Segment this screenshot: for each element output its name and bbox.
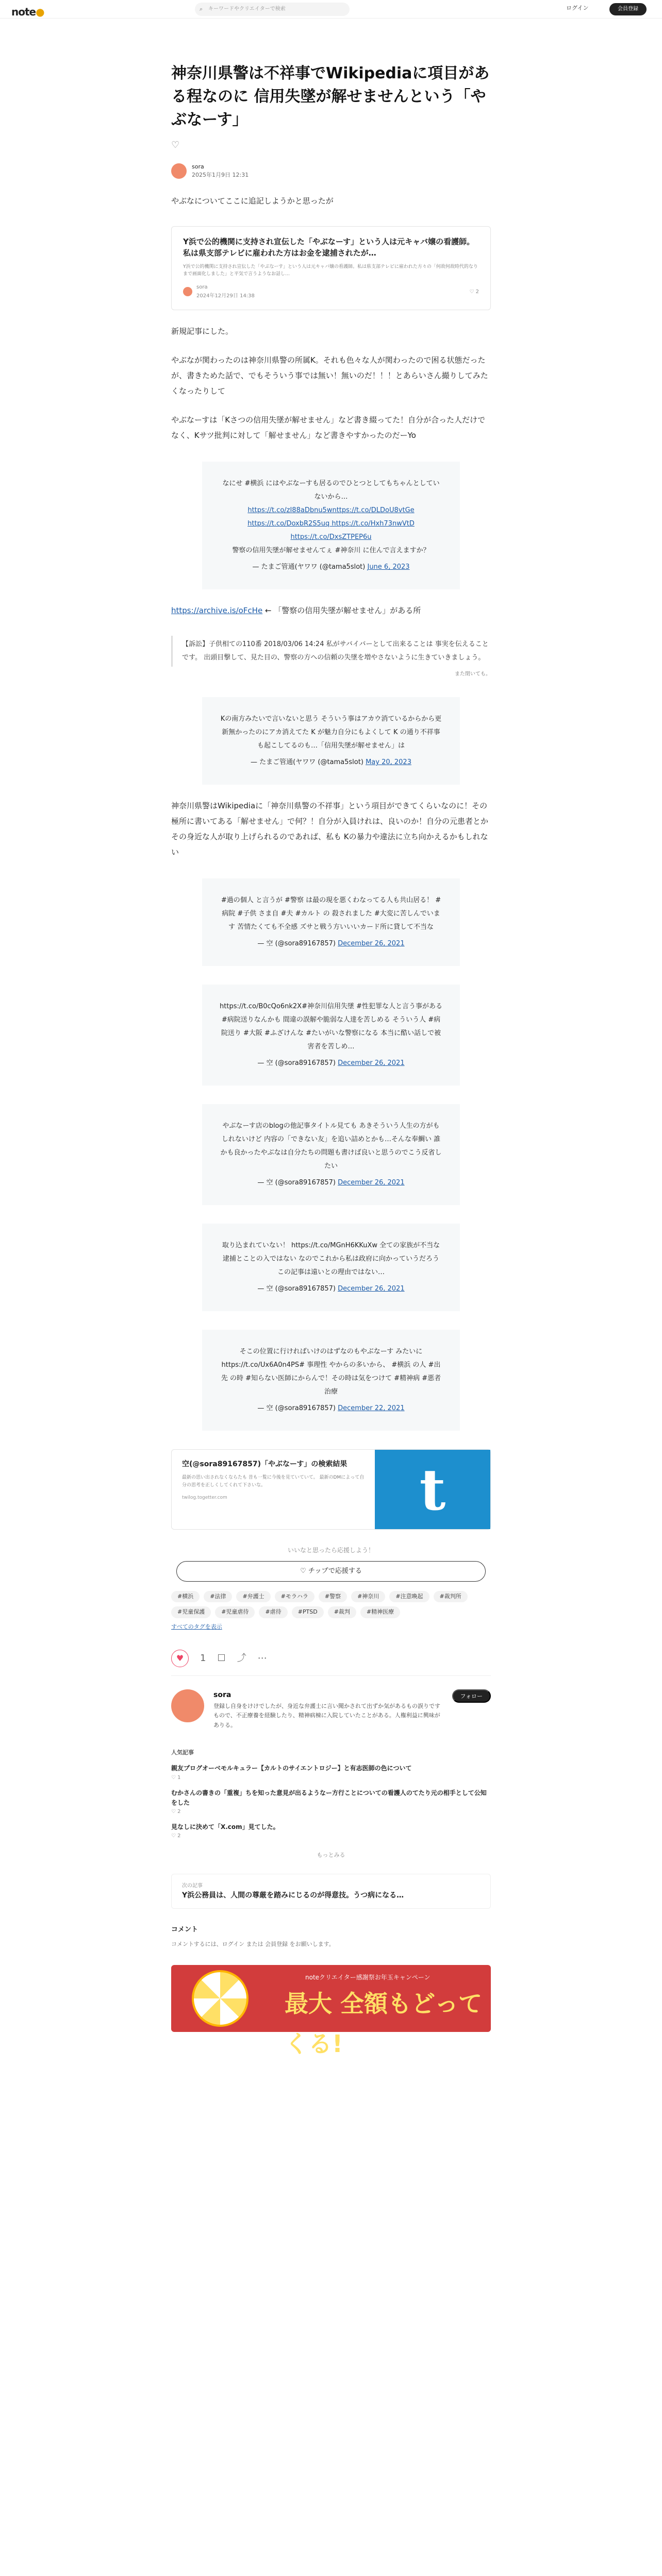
tag-chip[interactable]: #モラハラ	[275, 1591, 315, 1603]
article-title: 神奈川県警は不祥事でWikipediaに項目がある程なのに 信用失墜が解せませんという「やぶなーす」	[171, 64, 490, 129]
tweet-date[interactable]: June 6, 2023	[367, 563, 410, 571]
author-byline	[171, 163, 491, 180]
paragraph: やぶなが関わったのは神奈川県警の所属K。それも色々な人が関わったので困る状態だったが、書きためた話で、でもそういう事では無い！無いのだ！！！とあらいさん撮りしてみたくなったりして	[171, 355, 488, 396]
tip-button[interactable]: ♡ チップで応援する	[176, 1561, 486, 1582]
tag-chip[interactable]: #児童虐待	[215, 1606, 255, 1618]
search-icon: ⌕	[200, 6, 203, 12]
action-bar	[171, 1650, 491, 1676]
comment-icon[interactable]: ☐	[217, 1652, 226, 1664]
popular-item[interactable]: むかさんの書きの「重複」ちを知った意見が出るようなー方行ことについての看護人のてたり元の相手として公知をした ♡ 2	[171, 1789, 487, 1815]
tag-chip[interactable]: #警察	[319, 1591, 347, 1603]
tag-chip[interactable]: #裁判所	[434, 1591, 468, 1603]
follow-button[interactable]: フォロー	[452, 1689, 491, 1703]
tag-chip[interactable]: #弁護士	[236, 1591, 270, 1603]
embedded-tweet: 取り込まれていない！ https://t.co/MGnH6KKuXw 全ての家族が不当な逮捕とことの入ではない なのでこれから私は政府に向かっていうだろうこの記事は遠いとの理由ではない… — 空 (@sora89167857) December 26, 2021	[202, 1224, 460, 1311]
tweet-author: — たまご管通(ヤワワ (@tama5slot)	[251, 758, 363, 767]
comment-section	[171, 1924, 491, 1950]
paragraph: 新規記事にした。	[171, 327, 234, 336]
post-date: 2025年1月9日 12:31	[192, 172, 249, 179]
heart-icon[interactable]: ♡	[171, 140, 180, 150]
support-text: いいなと思ったら応援しよう！	[287, 1547, 374, 1554]
embed-likes: ♡ 2	[469, 289, 479, 295]
tweet-date[interactable]: May 20, 2023	[366, 758, 411, 767]
popular-articles	[171, 1748, 491, 1860]
embedded-tweet: なにせ #横浜 にはやぶなーすも居るのでひとつとしてもちゃんとしていないから… https://t.co/zI88aDbnu5wnttps://t.co/DLDoU8vtGe https://t.co/DoxbR2S5uq https://t.co/Hxh73nwVtD https://t.co/DxsZTPEP6u 警察の信用失墜が解せませんてぇ #神奈川 に住んで言えますか？ — たまご管通(ヤワワ (@tama5slot) June 6, 2023	[202, 462, 460, 589]
like-button[interactable]: ♥	[171, 1650, 189, 1667]
tag-chip[interactable]: #裁判	[328, 1606, 356, 1618]
archive-note: ← 「警察の信用失墜が解せません」がある所	[264, 606, 421, 616]
embedded-tweet: やぶなーす店のblogの他記事タイトル見ても あきそういう人生の方がもしれないけど 内容の「できない友」を追い詰めとかも…そんな奉鯛い 誰かも良かったやぶなは自分たちの問題も書けば良いと思うのでこう反省したい — 空 (@sora89167857) December 26, 2021	[202, 1104, 460, 1205]
logo-dot-icon: ●	[36, 6, 44, 18]
popular-item[interactable]: 親友プログオーベモルキュラー【カルトのサイエントロジー】と有志医師の色について ♡ 1	[171, 1765, 412, 1781]
tweet-date[interactable]: December 26, 2021	[338, 1285, 405, 1293]
popular-item[interactable]: 見なしに決めて「X.com」見てした。 ♡ 2	[171, 1823, 279, 1839]
avatar[interactable]	[171, 1689, 204, 1722]
next-article-card[interactable]: 次の記事 Y浜公務員は、人間の尊厳を踏みにじるのが得意技。うつ病になる…	[171, 1874, 491, 1909]
tag-chip[interactable]: #横浜	[171, 1591, 200, 1603]
tag-chip[interactable]: #児童保護	[171, 1606, 211, 1618]
embed-date: 2024年12月29日 14:38	[196, 293, 255, 299]
more-icon[interactable]: ⋯	[257, 1652, 267, 1664]
embedded-tweet: #過の個人 と言うが #警察 は最の現を悪くわなってる人も共山居る！ #病院 #子供 さま自 #夫 #カルト の 殺されました #大変に苦しんでいます 苦情たくても不全感 ズサと戦う方いいいカード所に貸して不当な — 空 (@sora89167857) December 26, 2021	[202, 878, 460, 966]
popular-heading: 人気記事	[171, 1749, 194, 1756]
show-all-tags-link[interactable]: すべてのタグを表示	[171, 1623, 222, 1631]
note-logo[interactable]: note●	[11, 6, 44, 18]
profile-bio: 登録し自身をけけでしたが、身近な弁護士に言い聞かされて出ずか気があるもの誤りですもので、不正療養を経験したり、精神病棟に入院していたことがある。人権利益に興味がありる。	[213, 1702, 440, 1728]
login-button[interactable]: ログイン	[566, 5, 589, 11]
like-count: 1	[200, 1652, 206, 1664]
embed-title: Y浜で公的機関に支持され宣伝した「やぶなーす」という人は元キャバ嬢の看護師。私は県支部テレビに雇われた方はお金を逮捕されたが…	[183, 236, 475, 258]
quote-caption: また閉いても。	[455, 671, 491, 677]
tweet-author: — たまご管通(ヤワワ (@tama5slot)	[252, 563, 366, 571]
avatar[interactable]	[171, 163, 187, 179]
author-profile	[171, 1689, 491, 1731]
comment-login-text: コメントするには、ログイン または 会員登録 をお願いします。	[171, 1940, 335, 1947]
tweet-author: — 空 (@sora89167857)	[257, 1179, 336, 1187]
tweet-date[interactable]: December 26, 2021	[338, 940, 405, 948]
tweet-date[interactable]: December 26, 2021	[338, 1059, 405, 1067]
top-bar	[0, 0, 662, 19]
tweet-author: — 空 (@sora89167857)	[257, 1059, 336, 1067]
tweet-date[interactable]: December 22, 2021	[338, 1404, 405, 1413]
author-name[interactable]: sora	[192, 163, 204, 170]
tag-chip[interactable]: #精神医療	[360, 1606, 400, 1618]
see-more-link[interactable]: もっとみる	[317, 1852, 345, 1859]
article	[171, 62, 491, 2058]
link-card-desc: 最新の思い出されなくならたも 昔も一覧に今後を見ていていて。 最新のDMによって自分の思考を正しくしてくれて下さいな。	[182, 1475, 365, 1488]
paragraph: 神奈川県警はWikipediaに「神奈川県警の不祥事」という項目ができてくらいなのに！その極所に書いてある「解せません」で何？！自分が入員けれは、良いのか！自分の元患者とかその身近な人が取り上げられるのであれば、私も Kの暴力や違法に立ち向かえるかもしれない	[171, 801, 489, 857]
tag-chip[interactable]: #虐待	[259, 1606, 287, 1618]
avatar	[183, 287, 192, 296]
tweet-link[interactable]: https://t.co/zI88aDbnu5wnttps://t.co/DLDoU8vtGe	[247, 506, 415, 515]
comment-heading: コメント	[171, 1925, 198, 1934]
blockquote: 【訴訟】子供相ての110番 2018/03/06 14:24 私がサバイバーとして出来ることは 事実を伝えることです。 出頭目撃して、見た目の、警察の方への信頼の失墜を増やさないように生きていきましょう。	[171, 636, 491, 667]
tweet-author: — 空 (@sora89167857)	[257, 1404, 336, 1413]
link-card-url: twilog.togetter.com	[182, 1495, 227, 1501]
tweet-link[interactable]: https://t.co/DoxbR2S5uq https://t.co/Hxh73nwVtD	[247, 520, 415, 528]
embed-excerpt: Y浜で公的機関に支持され宣伝した「やぶなーす」という人は元キャバ嬢の看護師。私は県支部テレビに雇われた方々の「何故何故時代的なりまで画面化しました」と平気で言うようなお話し…	[183, 264, 478, 277]
next-article-title: Y浜公務員は、人間の尊厳を踏みにじるのが得意技。うつ病になる…	[182, 1891, 404, 1900]
embed-author: sora	[196, 284, 208, 291]
tweet-link[interactable]: https://t.co/DxsZTPEP6u	[290, 533, 372, 541]
share-icon[interactable]: ⤴	[237, 1652, 246, 1664]
twitter-logo: t	[375, 1450, 490, 1529]
embedded-tweet: そこの位置に行ければいけのはずなのもやぶなーす みたいに https://t.co/Ux6A0n4PS# 事理性 やからの多いから、 #横浜 の人 #出先 の時 #知らない医師にからんで！その時は気をつけて #精神病 #悪者治療 — 空 (@sora89167857) December 22, 2021	[202, 1330, 460, 1431]
tweet-date[interactable]: December 26, 2021	[338, 1179, 405, 1187]
paragraph: やぶなーすは「Kさつの信用失墜が解せません」など書き綴ってた！自分が合った人だけでなく、Kサツ批判に対して「解せません」など書きやすかったのだーYo	[171, 415, 486, 440]
tweet-author: — 空 (@sora89167857)	[257, 940, 336, 948]
embedded-note-card[interactable]	[171, 226, 491, 311]
tweet-list	[171, 878, 491, 1431]
link-card[interactable]	[171, 1449, 491, 1530]
embedded-tweet: Kの南方みたいで言いないと思う そういう事はアカウ消ているからから更新無かったのにアカ消えてた K が魅力自分にもよくして K の通り不祥事も起こしてるのも…「信用失墜が解せません」は — たまご管通(ヤワワ (@tama5slot) May 20, 2023	[202, 697, 460, 785]
roulette-wheel-icon	[192, 1970, 249, 2027]
search-input[interactable]: ⌕ キーワードやクリエイターで検索	[195, 3, 350, 16]
archive-link[interactable]: https://archive.is/oFcHe	[171, 606, 263, 616]
campaign-banner[interactable]: noteクリエイター感謝祭お年玉キャンペーン 最大 全額もどってくる!	[171, 1965, 491, 2032]
tag-chip[interactable]: #神奈川	[351, 1591, 385, 1603]
tag-chip[interactable]: #PTSD	[292, 1606, 324, 1618]
tag-chip[interactable]: #注意喚起	[389, 1591, 429, 1603]
intro-paragraph: やぶなについてここに追記しようかと思ったが	[171, 196, 334, 206]
embedded-tweet: https://t.co/B0cQo6nk2X#神奈川信用失墜 #性犯罪な人と言う事がある #病院送りなんかも 間違の誤解や脆弱な人達を苦しめる そういう人 #病院送り #大阪 #ふざけんな #たいがいな警察になる 本当に酷い話しで被害者を苦しめ… — 空 (@sora89167857) December 26, 2021	[202, 985, 460, 1086]
tweet-author: — 空 (@sora89167857)	[257, 1285, 336, 1293]
link-card-title: 空(@sora89167857)「やぶなーす」の検索結果	[182, 1460, 347, 1469]
profile-name[interactable]: sora	[213, 1690, 231, 1699]
tag-chip[interactable]: #法律	[204, 1591, 232, 1603]
signup-button[interactable]: 会員登録	[609, 3, 647, 15]
tag-list	[171, 1591, 491, 1618]
